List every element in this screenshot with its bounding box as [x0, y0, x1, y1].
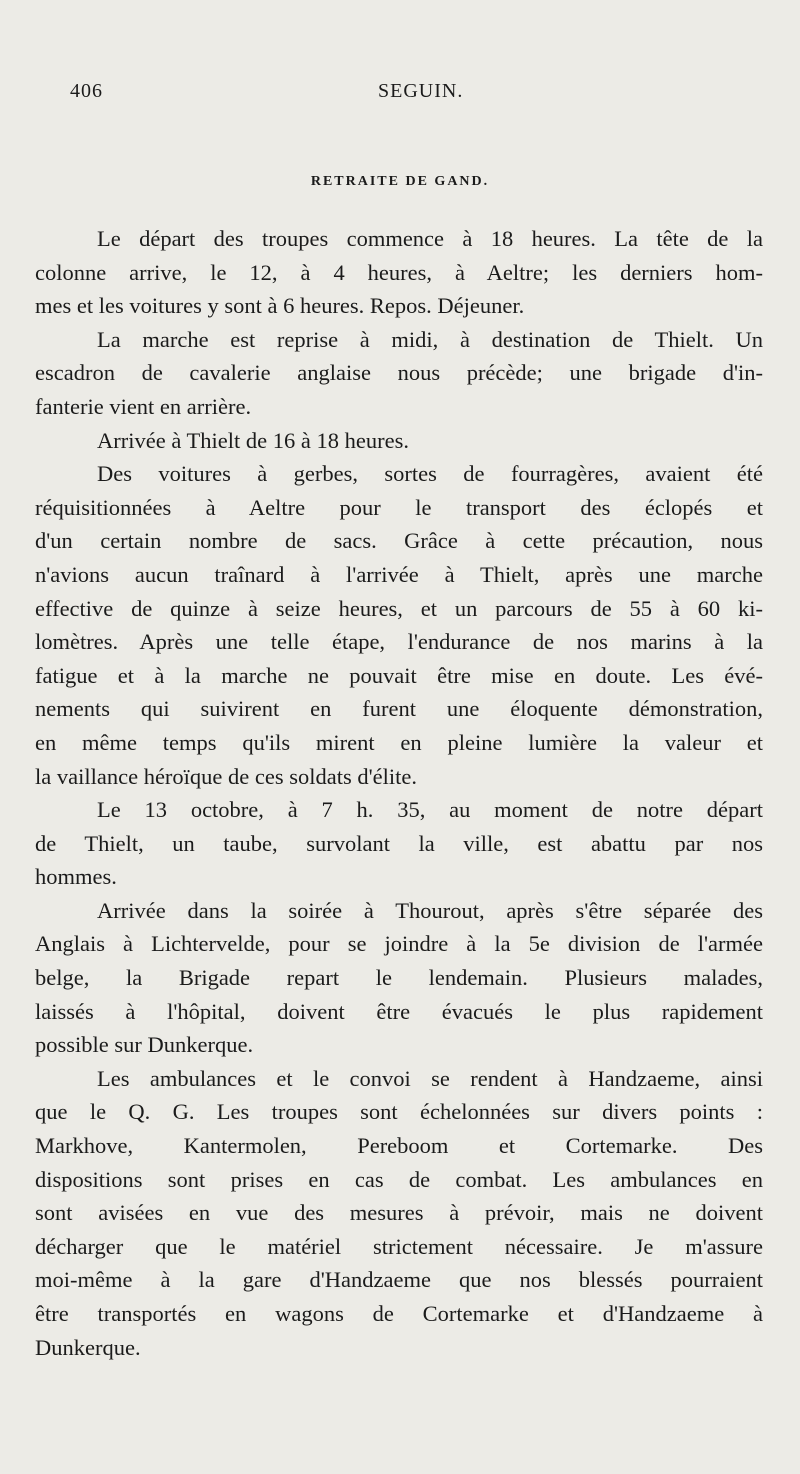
text-line: Le départ des troupes commence à 18 heures. La tête de la — [97, 226, 763, 251]
text-line: effective de quinze à seize heures, et un parcours de 55 à 60 ki- — [35, 595, 763, 621]
text-line: belge, la Brigade repart le lendemain. Plusieurs malades, — [35, 965, 763, 991]
text-line: escadron de cavalerie anglaise nous précède; une brigade d'in- — [35, 360, 763, 386]
text-line: Anglais à Lichtervelde, pour se joindre à la 5e division de l'armée — [35, 931, 763, 957]
text-line: Des voitures à gerbes, sortes de fourragères, avaient été — [97, 461, 763, 487]
text-line: être transportés en wagons de Cortemarke et d'Handzaeme à — [35, 1301, 763, 1326]
text-line: Arrivée dans la soirée à Thourout, après s'être séparée des — [97, 897, 763, 923]
text-line: Dunkerque. — [35, 1334, 141, 1360]
running-head — [70, 80, 760, 110]
text-line: sont avisées en vue des mesures à prévoir, mais ne doivent — [35, 1200, 763, 1226]
text-line: réquisitionnées à Aeltre pour le transport des éclopés et — [35, 494, 763, 520]
text-line: Le 13 octobre, à 7 h. 35, au moment de notre départ — [97, 797, 763, 823]
text-line: décharger que le matériel strictement nécessaire. Je m'assure — [35, 1233, 763, 1259]
text-line: fanterie vient en arrière. — [35, 393, 252, 419]
text-line: mes et les voitures y sont à 6 heures. Repos. Déjeuner. — [35, 293, 525, 319]
text-line: laissés à l'hôpital, doivent être évacués le plus rapidement — [35, 998, 763, 1024]
text-line: Arrivée à Thielt de 16 à 18 heures. — [97, 427, 409, 453]
text-line: n'avions aucun traînard à l'arrivée à Thielt, après une marche — [35, 561, 763, 587]
text-line: de Thielt, un taube, survolant la ville, est abattu par nos — [35, 830, 763, 856]
section-title: RETRAITE DE GAND. — [310, 174, 490, 189]
text-line: nements qui suivirent en furent une éloquente démonstration, — [35, 696, 763, 722]
text-line: fatigue et à la marche ne pouvait être mise en doute. Les évé- — [35, 662, 763, 688]
text-line: lomètres. Après une telle étape, l'endurance de nos marins à la — [35, 629, 763, 655]
page-number: 406 — [70, 80, 103, 102]
text-line: moi-même à la gare d'Handzaeme que nos blessés pourraient — [35, 1267, 763, 1293]
text-line: dispositions sont prises en cas de combat. Les ambulances en — [35, 1166, 763, 1192]
text-line: La marche est reprise à midi, à destination de Thielt. Un — [97, 326, 763, 352]
text-line: Les ambulances et le convoi se rendent à Handzaeme, ainsi — [97, 1065, 763, 1091]
text-line: hommes. — [35, 864, 117, 890]
text-line: que le Q. G. Les troupes sont échelonnées sur divers points : — [35, 1099, 763, 1125]
text-line: la vaillance héroïque de ces soldats d'élite. — [35, 763, 418, 789]
text-line: Markhove, Kantermolen, Pereboom et Cortemarke. Des — [35, 1133, 763, 1159]
running-title: SEGUIN. — [378, 80, 464, 102]
body-text — [35, 222, 763, 1364]
text-line: d'un certain nombre de sacs. Grâce à cette précaution, nous — [35, 528, 763, 554]
text-line: colonne arrive, le 12, à 4 heures, à Aeltre; les derniers hom- — [35, 259, 763, 285]
text-line: en même temps qu'ils mirent en pleine lumière la valeur et — [35, 729, 763, 755]
text-line: possible sur Dunkerque. — [35, 1032, 254, 1058]
